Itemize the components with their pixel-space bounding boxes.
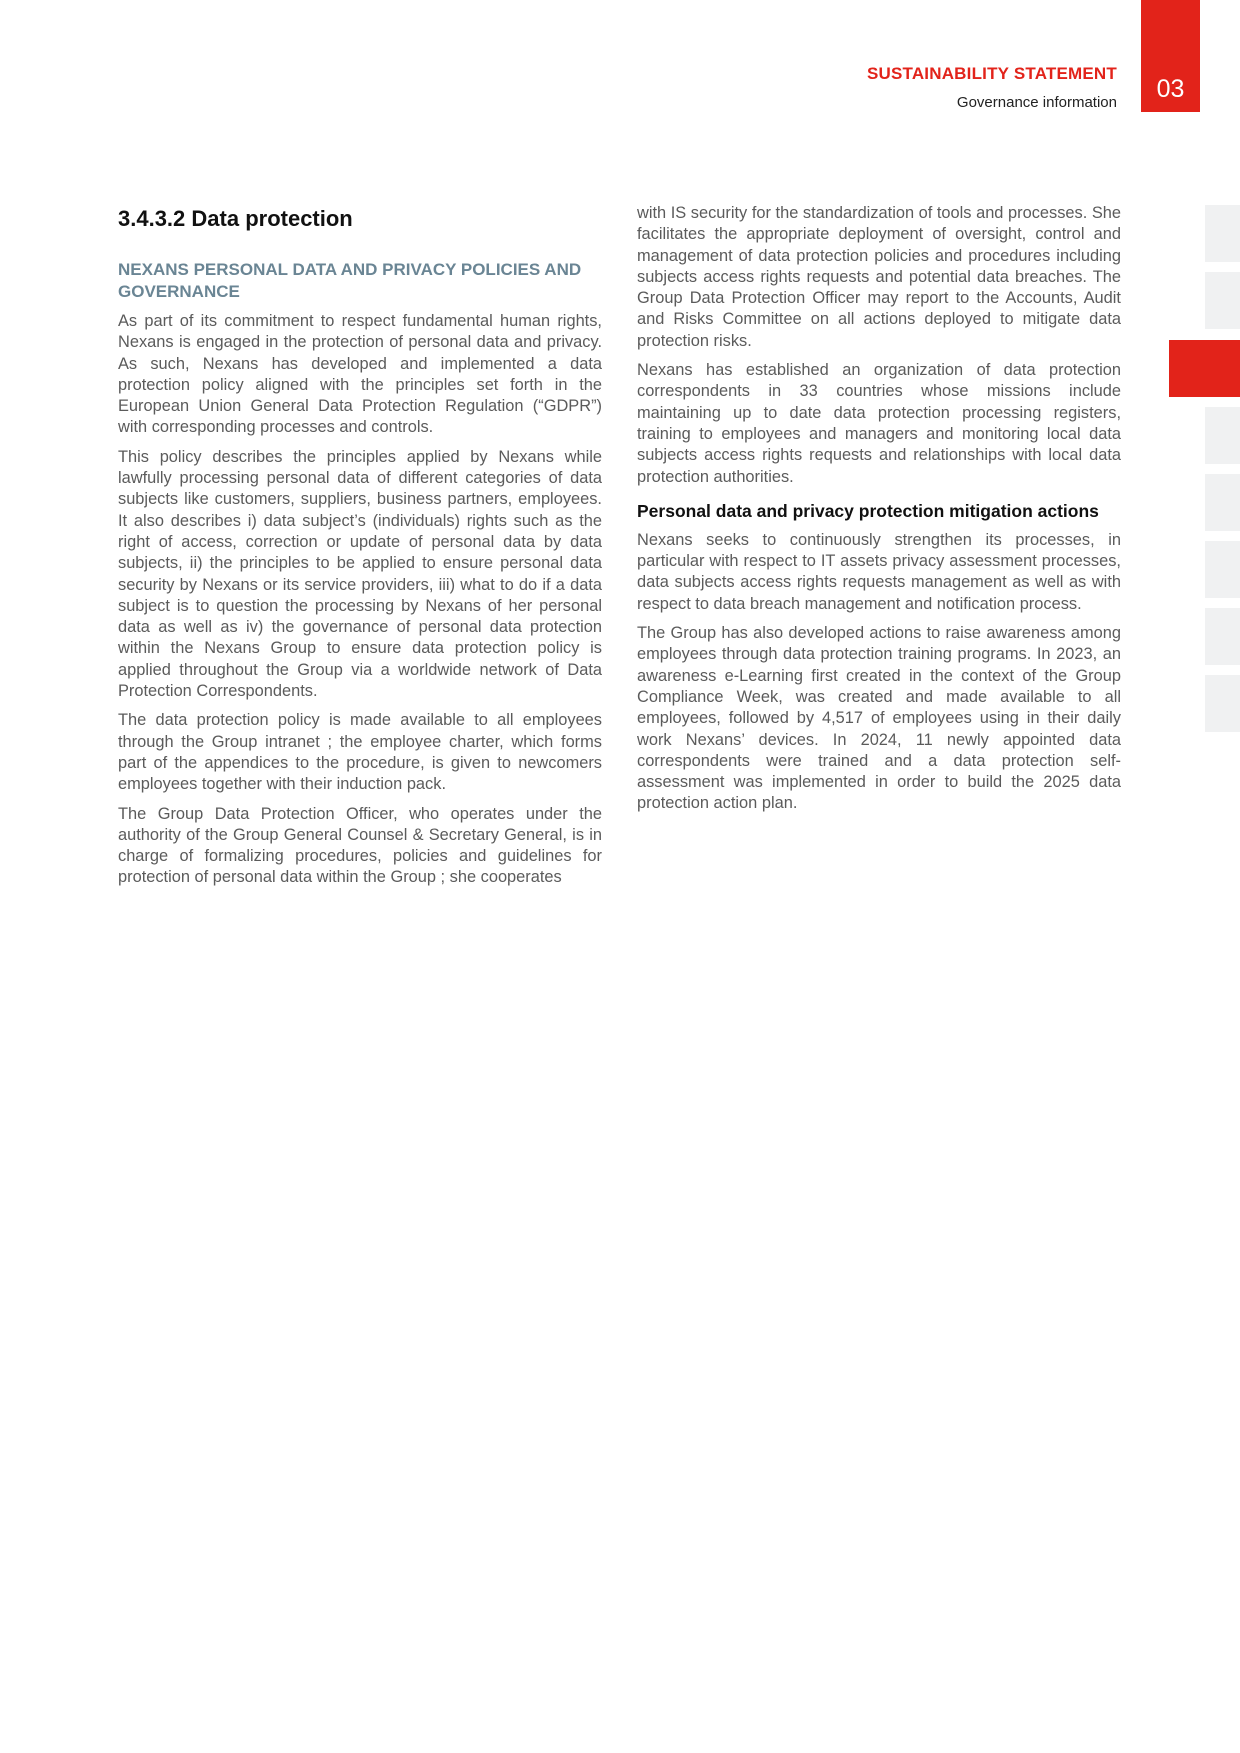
chapter-number: 03 <box>1156 75 1185 103</box>
paragraph: with IS security for the standardization of tools and processes. She facilitates the appropriate deployment of oversight, control and management of data protection policies and procedures including subjects access rights requests and potential data breaches. The Group Data Protection Officer may report to the Accounts, Audit and Risks Committee on all actions deployed to mitigate data protection risks. <box>637 204 1121 350</box>
subheading: NEXANS PERSONAL DATA AND PRIVACY POLICIES AND GOVERNANCE <box>118 260 582 301</box>
paragraph: The Group has also developed actions to raise awareness among employees through data protection training programs. In 2023, an awareness e-Learning first created in the context of the Group Compliance Week, was created and made available to all employees, followed by 4,517 of employees using in their daily work Nexans’ devices. In 2024, 11 newly appointed data correspondents were trained and a data protection self-assessment was implemented in order to build the 2025 data protection action plan. <box>637 624 1121 813</box>
header-subtitle: Governance information <box>956 94 1117 111</box>
side-tab-3-active[interactable] <box>1169 340 1240 397</box>
paragraph: The data protection policy is made available to all employees through the Group intranet ; the employee charter, which forms part of the appendices to the procedure, is given to newcomers employees together with their induction pack. <box>118 711 602 794</box>
paragraph: The Group Data Protection Officer, who operates under the authority of the Group General Counsel & Secretary General, is in charge of formalizing procedures, policies and guidelines for protection of personal data within the Group ; she cooperates <box>118 804 602 887</box>
running-header <box>867 63 1117 114</box>
paragraph: Nexans seeks to continuously strengthen its processes, in particular with respect to IT assets privacy assessment processes, data subjects access rights requests management as well as with respect to data breach management and notification process. <box>637 530 1121 613</box>
side-tab-4[interactable] <box>1205 407 1240 464</box>
side-tab-6[interactable] <box>1205 541 1240 598</box>
paragraph: This policy describes the principles applied by Nexans while lawfully processing personal data of different categories of data subjects like customers, suppliers, business partners, employees. It also describes i) data subject’s (individuals) rights such as the right of access, correction or update of personal data by data subjects, ii) the principles to be applied to ensure personal data security by Nexans or its service providers, iii) what to do if a data subject is to question the processing by Nexans of her personal data as well as iv) the governance of personal data protection within the Nexans Group to ensure data protection policy is applied throughout the Group via a worldwide network of Data Protection Correspondents. <box>118 447 602 701</box>
side-tab-5[interactable] <box>1205 474 1240 531</box>
side-tab-2[interactable] <box>1205 272 1240 329</box>
side-tab-8[interactable] <box>1205 675 1240 732</box>
section-title: 3.4.3.2 Data protection <box>118 206 353 231</box>
paragraph: Nexans has established an organization of data protection correspondents in 33 countries whose missions include maintaining up to date data protection processing registers, training to employees and managers and monitoring local data subjects access rights requests and relationships with local data protection authorities. <box>637 361 1121 486</box>
left-column <box>118 203 602 897</box>
chapter-tab <box>1141 0 1200 112</box>
subsection-heading: Personal data and privacy protection mitigation actions <box>637 500 1099 521</box>
side-tab-7[interactable] <box>1205 608 1240 665</box>
paragraph: As part of its commitment to respect fundamental human rights, Nexans is engaged in the protection of personal data and privacy. As such, Nexans has developed and implemented a data protection policy aligned with the principles set forth in the European Union General Data Protection Regulation (“GDPR”) with corresponding processes and controls. <box>118 312 602 437</box>
right-column <box>637 203 1121 823</box>
side-tab-1[interactable] <box>1205 205 1240 262</box>
header-title: SUSTAINABILITY STATEMENT <box>866 64 1117 83</box>
